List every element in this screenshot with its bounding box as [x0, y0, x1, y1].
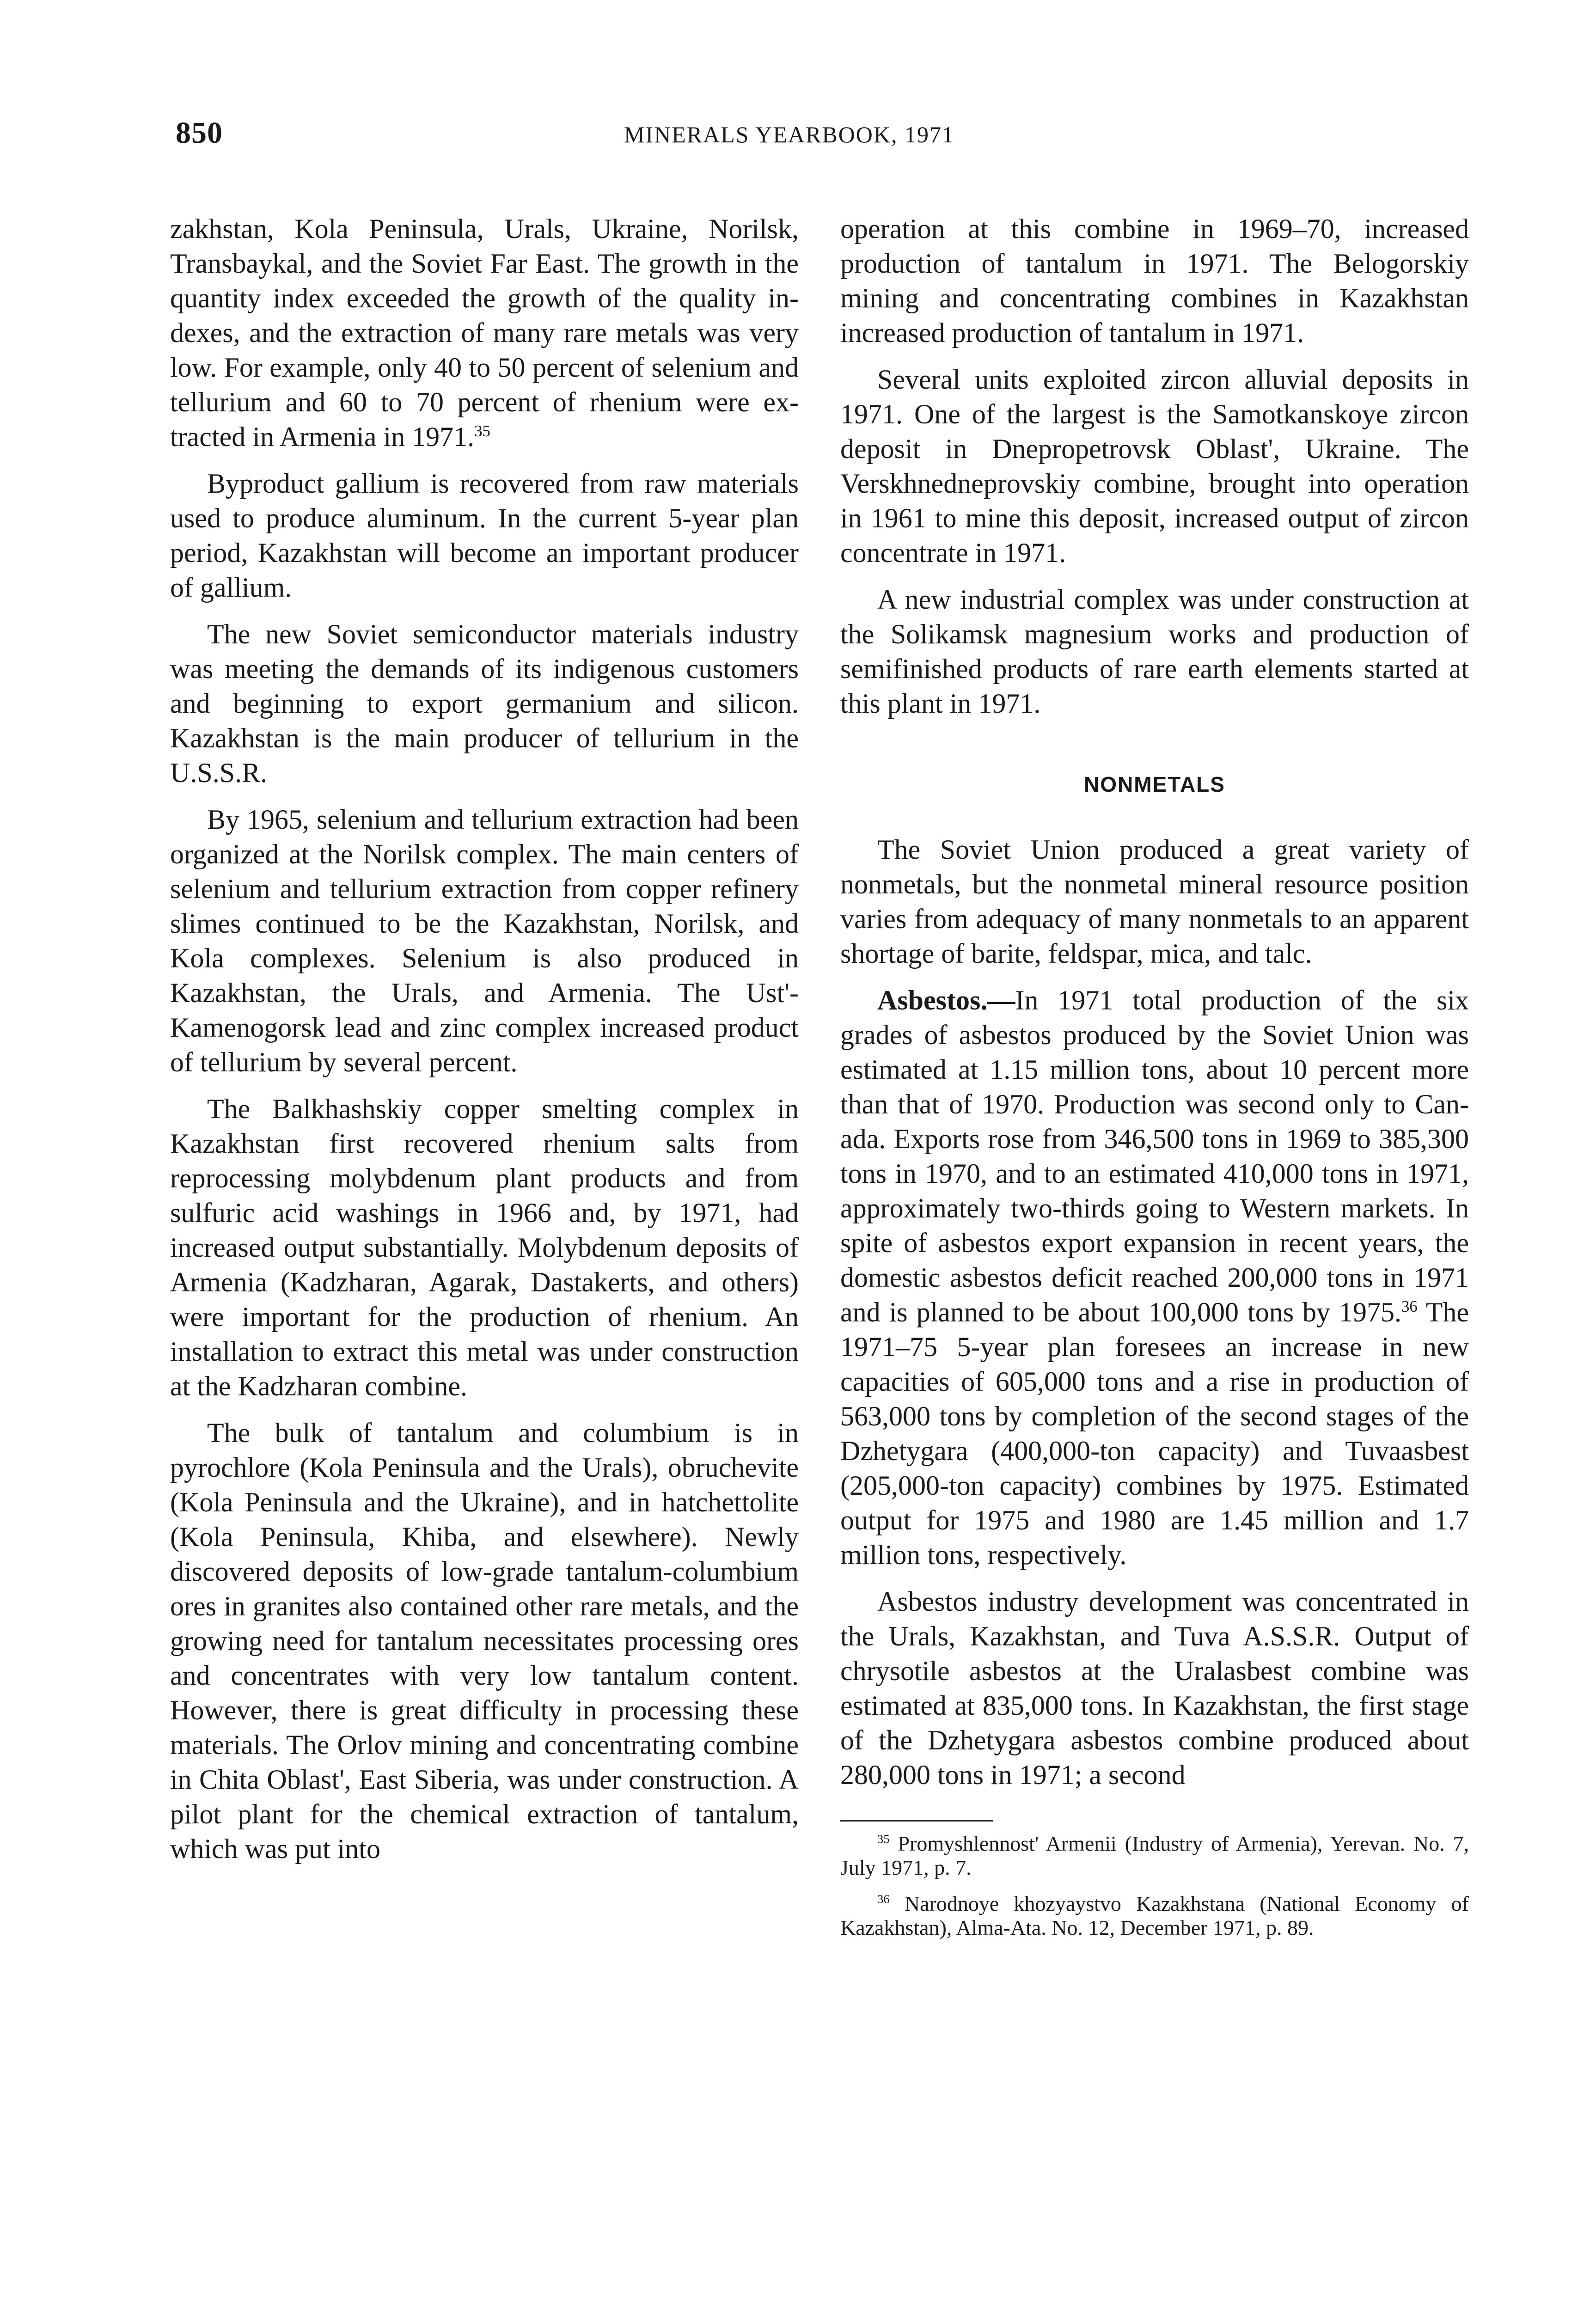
- paragraph: A new industrial complex was under construction at the Solikamsk magnesium works and production of semifinished products of rare earth elements started at this plant in 1971.: [840, 584, 1469, 719]
- section-heading-nonmetals: NONMETALS: [1084, 772, 1225, 796]
- paragraph: The Balkhashskiy copper smelting complex in Kazakhstan first recovered rhenium salts from reprocessing molybdenum plant products and from sulfuric acid washings in 1966 and, by 1971, had increased output substantially. Molybdenum deposits of Armenia (Kadzharan, Agarak, Dastakerts, and others) were important for the production of rhenium. An installation to extract this metal was under construction at the Kadzharan combine.: [170, 1094, 799, 1401]
- left-column: [170, 212, 799, 1878]
- footnote-divider: [840, 1820, 993, 1822]
- paragraph: The Soviet Union produced a great variety of nonmetals, but the nonmetal mineral resource position varies from adequacy of many nonmetals to an apparent shortage of barite, feldspar, mica, and talc.: [840, 834, 1469, 969]
- footnote-36: [840, 1892, 1469, 1940]
- paragraph: Asbestos industry development was concentrated in the Urals, Kazakhstan, and Tuva A.S.S.R. Output of chrysotile asbestos at the Uralasbest combine was estimated at 835,000 tons. In Kazakhstan, the first stage of the Dzhetygara asbestos combine produced about 280,000 tons in 1971; a second: [840, 1586, 1469, 1790]
- paragraph-text: zakhstan, Kola Peninsula, Urals, Ukraine, Norilsk, Transbaykal, and the Soviet Far East. The growth in the quantity index exceeded the growth of the quality indexes, and the extraction of many rare metals was very low. For example, only 40 to 50 percent of selenium and tellurium and 60 to 70 percent of rhenium were extracted in Armenia in 1971.: [170, 214, 799, 452]
- footnote-text: Promyshlennost' Armenii (Industry of Armenia), Yerevan. No. 7, July 1971, p. 7.: [840, 1832, 1469, 1879]
- paragraph-text: The 1971–75 5-year plan foresees an increase in new capacities of 605,000 tons and a rise in production of 563,000 tons by completion of the second stages of the Dzhetygara (400,000-ton capacity) and Tuvaasbest (205,000-ton capacity) combines by 1975. Estimated output for 1975 and 1980 are 1.45 million and 1.7 million tons, respectively.: [840, 1297, 1469, 1570]
- footnote-marker: 35: [877, 1832, 890, 1846]
- footnote-reference: 36: [1401, 1297, 1418, 1315]
- paragraph: The new Soviet semiconductor materials industry was meeting the demands of its indigenous customers and beginning to export germanium and silicon. Kazakhstan is the main producer of tellurium in the U.S.S.R.: [170, 619, 799, 788]
- paragraph: [840, 983, 1469, 1572]
- footnote-text: Narodnoye khozyaystvo Kazakhstana (National Economy of Kazakhstan), Alma-Ata. No. 12, December 1971, p. 89.: [840, 1892, 1469, 1939]
- run-in-heading-asbestos: Asbestos.—: [877, 985, 1015, 1015]
- paragraph: By 1965, selenium and tellurium extraction had been organized at the Norilsk complex. The main centers of selenium and tellurium extraction from copper refinery slimes continued to be the Kazakhstan, Norilsk, and Kola complexes. Selenium is also produced in Kazakhstan, the Urals, and Armenia. The Ust'-Kamenogorsk lead and zinc complex increased product of tellurium by several percent.: [170, 804, 799, 1077]
- paragraph-text: In 1971 total production of the six grades of asbestos produced by the Soviet Union was estimated at 1.15 million tons, about 10 percent more than that of 1970. Production was second only to Canada. Exports rose from 346,500 tons in 1969 to 385,300 tons in 1970, and to an estimated 410,000 tons in 1971, approximately two-thirds going to Western markets. In spite of asbestos export expansion in recent years, the domestic asbestos deficit reached 200,000 tons in 1971 and is planned to be about 100,000 tons by 1975.: [840, 985, 1469, 1327]
- running-head: [176, 116, 1461, 157]
- footnote-reference: 35: [474, 422, 490, 440]
- footnote-marker: 36: [877, 1892, 890, 1906]
- page-number: 850: [176, 116, 223, 150]
- paragraph: Several units exploited zircon alluvial deposits in 1971. One of the largest is the Samotkanskoye zircon deposit in Dnepropetrovsk Oblast', Ukraine. The Verskhnedneprovskiy combine, brought into operation in 1961 to mine this deposit, increased output of zircon concentrate in 1971.: [840, 364, 1469, 568]
- book-title: MINERALS YEARBOOK, 1971: [624, 122, 954, 147]
- paragraph: Byproduct gallium is recovered from raw materials used to produce aluminum. In the current 5-year plan period, Kazakhstan will become an important producer of gallium.: [170, 468, 799, 603]
- paragraph: operation at this combine in 1969–70, increased production of tantalum in 1971. The Belogorskiy mining and concentrating combines in Kazakhstan increased production of tantalum in 1971.: [840, 214, 1469, 348]
- right-column: [840, 212, 1469, 1952]
- paragraph: [170, 212, 799, 454]
- footnote-35: [840, 1832, 1469, 1880]
- paragraph: The bulk of tantalum and columbium is in pyrochlore (Kola Peninsula and the Urals), obruchevite (Kola Peninsula and the Ukraine), and in hatchettolite (Kola Peninsula, Khiba, and elsewhere). Newly discovered deposits of low-grade tantalum-columbium ores in granites also contained other rare metals, and the growing need for tantalum necessitates processing ores and concentrates with very low tantalum content. However, there is great difficulty in processing these materials. The Orlov mining and concentrating combine in Chita Oblast', East Siberia, was under construction. A pilot plant for the chemical extraction of tantalum, which was put into: [170, 1418, 799, 1864]
